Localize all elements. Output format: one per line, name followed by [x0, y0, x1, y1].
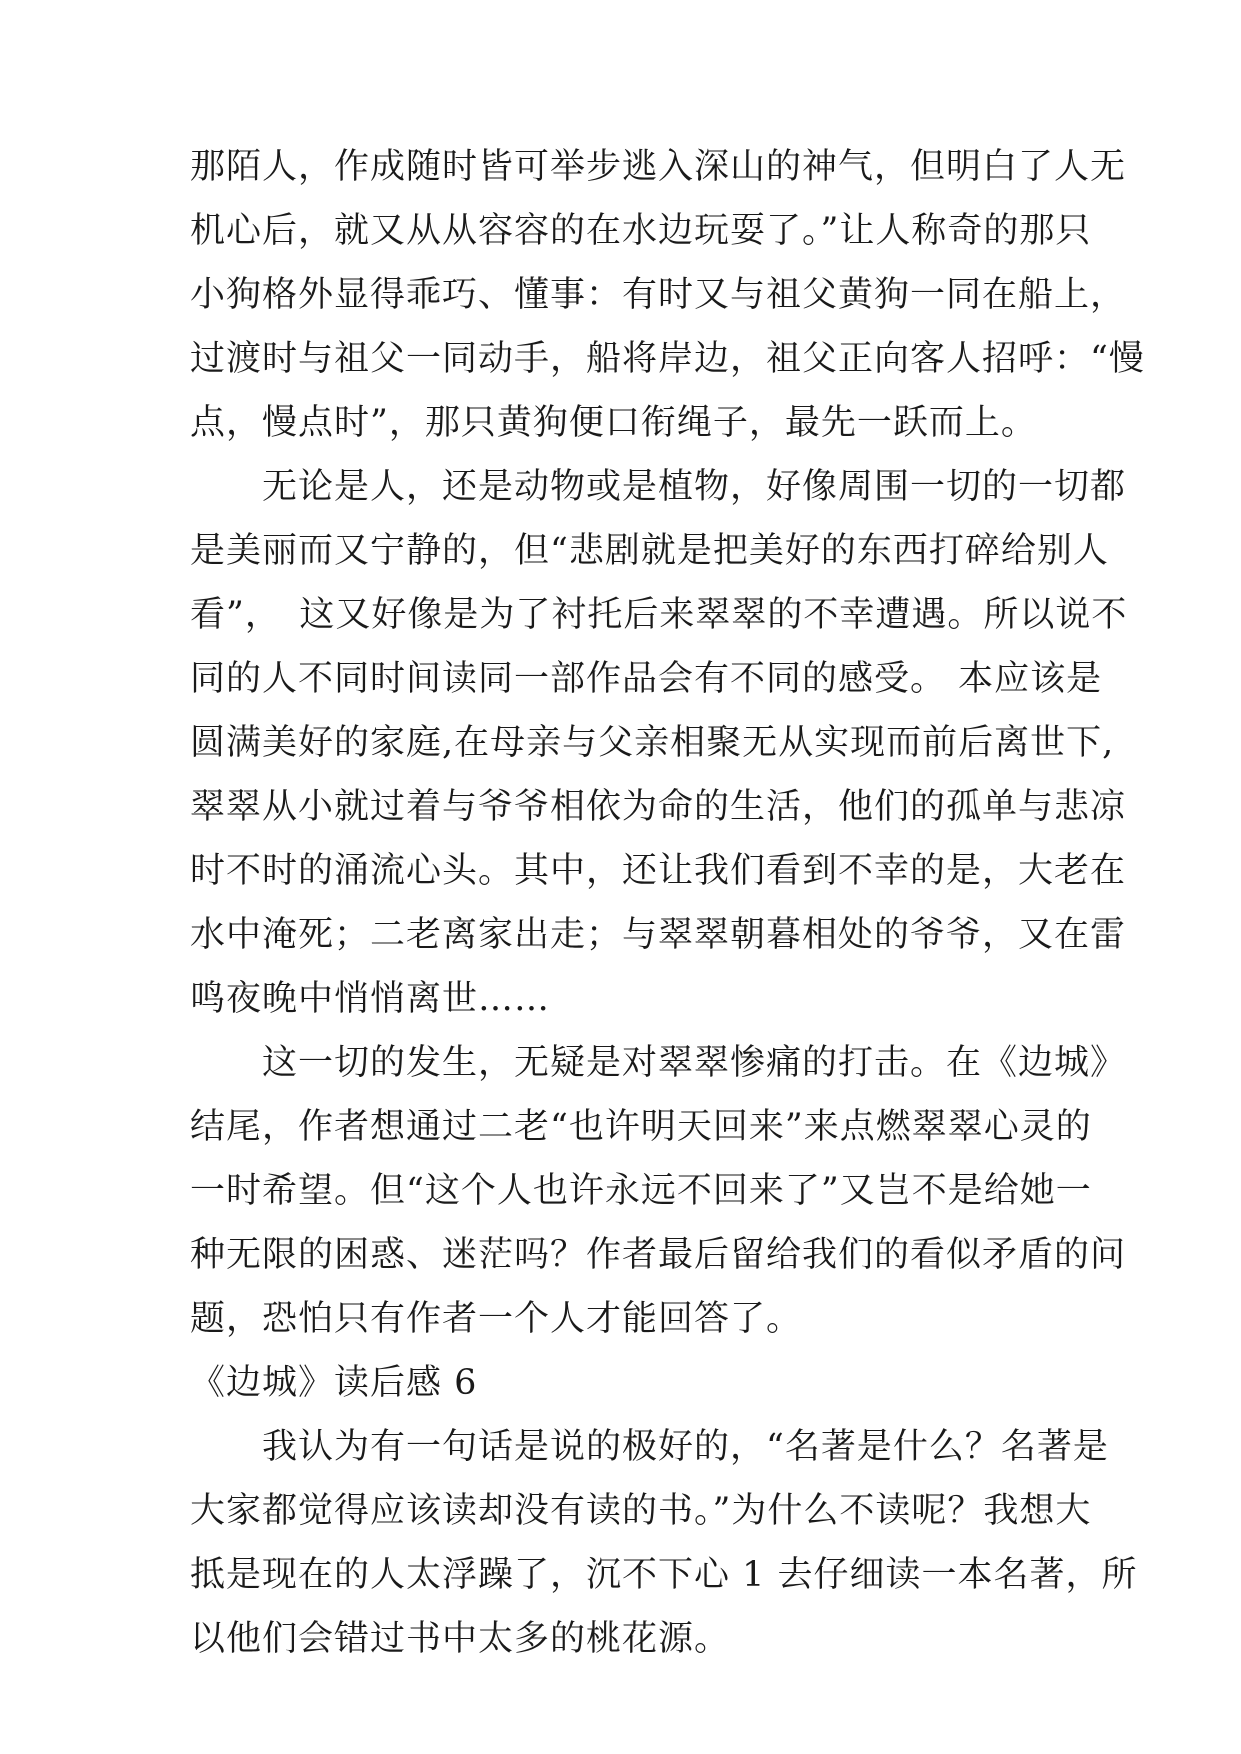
text-line: 这一切的发生，无疑是对翠翠惨痛的打击。在《边城》: [190, 1043, 1127, 1083]
text-line: 点，慢点时”，那只黄狗便口衔绳子，最先一跃而上。: [190, 403, 1037, 443]
text-line: 水中淹死；二老离家出走；与翠翠朝暮相处的爷爷，又在雷: [190, 915, 1127, 955]
text-line: 题，恐怕只有作者一个人才能回答了。: [190, 1299, 803, 1339]
text-line: 以他们会错过书中太多的桃花源。: [190, 1619, 731, 1659]
text-line: 大家都觉得应该读却没有读的书。”为什么不读呢？我想大: [190, 1491, 1092, 1531]
text-line: 抵是现在的人太浮躁了，沉不下心 1 去仔细读一本名著，所: [190, 1555, 1138, 1595]
text-line: 圆满美好的家庭,在母亲与父亲相聚无从实现而前后离世下,: [190, 723, 1115, 763]
text-line: 无论是人，还是动物或是植物，好像周围一切的一切都: [190, 467, 1127, 507]
text-line: 翠翠从小就过着与爷爷相依为命的生活，他们的孤单与悲凉: [190, 787, 1127, 827]
text-line: 一时希望。但“这个人也许永远不回来了”又岂不是给她一: [190, 1171, 1092, 1211]
text-line: 种无限的困惑、迷茫吗？作者最后留给我们的看似矛盾的问: [190, 1235, 1127, 1275]
section-heading: 《边城》读后感 6: [190, 1363, 478, 1403]
text-line: 结尾，作者想通过二老“也许明天回来”来点燃翠翠心灵的: [190, 1107, 1092, 1147]
text-line: 小狗格外显得乖巧、懂事：有时又与祖父黄狗一同在船上，: [190, 275, 1127, 315]
text-line: 那陌人，作成随时皆可举步逃入深山的神气，但明白了人无: [190, 147, 1127, 187]
text-line: 鸣夜晚中悄悄离世……: [190, 979, 551, 1019]
text-line: 过渡时与祖父一同动手，船将岸边，祖父正向客人招呼：“慢: [190, 339, 1145, 379]
text-line: 时不时的涌流心头。其中，还让我们看到不幸的是，大老在: [190, 851, 1127, 891]
text-line: 我认为有一句话是说的极好的，“名著是什么？名著是: [190, 1427, 1109, 1467]
text-line: 机心后，就又从从容容的在水边玩耍了。”让人称奇的那只: [190, 211, 1092, 251]
text-line: 是美丽而又宁静的，但“悲剧就是把美好的东西打碎给别人: [190, 531, 1109, 571]
text-line: 看”， 这又好像是为了衬托后来翠翠的不幸遭遇。所以说不: [190, 595, 1128, 635]
text-line: 同的人不同时间读同一部作品会有不同的感受。 本应该是: [190, 659, 1103, 699]
